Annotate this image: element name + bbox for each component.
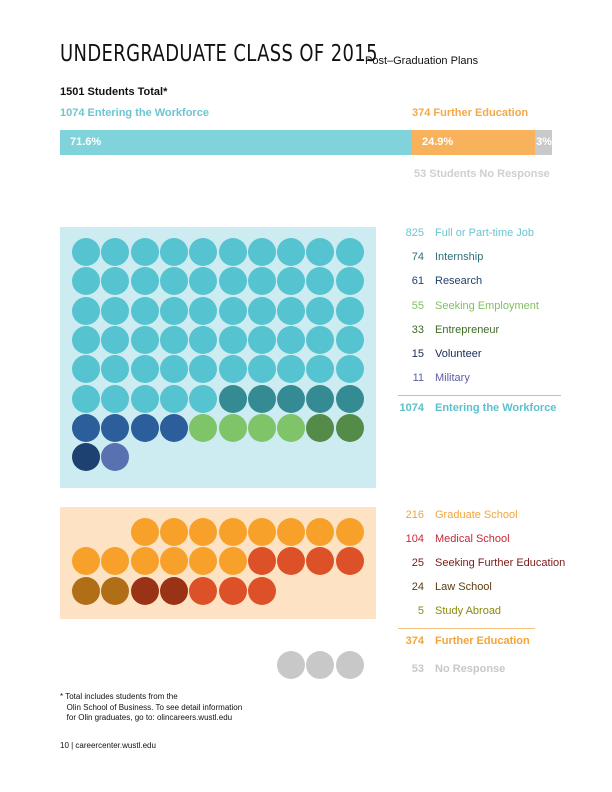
legend-label: Further Education [435,635,530,647]
dot-workforce-0 [306,297,334,325]
dot-workforce-0 [131,267,159,295]
dot-further-0 [160,518,188,546]
dot-no-response [306,651,334,679]
legend-count: 24 [411,581,424,593]
legend-count: 104 [405,533,424,545]
legend-label: Internship [435,251,484,264]
legend-label: Seeking Employment [435,299,539,312]
dot-workforce-0 [101,385,129,413]
dot-further-1 [189,577,217,605]
dot-workforce-1 [336,385,364,413]
dot-workforce-0 [131,355,159,383]
dot-workforce-0 [336,297,364,325]
dot-workforce-4 [336,414,364,442]
dot-workforce-3 [248,414,276,442]
dot-workforce-0 [219,297,247,325]
dot-workforce-1 [306,385,334,413]
workforce-heading: 1074 Entering the Workforce [60,107,209,119]
dot-further-0 [277,518,305,546]
dot-workforce-0 [248,238,276,266]
dot-further-1 [248,577,276,605]
dot-workforce-3 [277,414,305,442]
legend-label: Volunteer [435,348,482,360]
legend-count: 1074 [399,402,424,414]
dot-workforce-4 [306,414,334,442]
dot-further-3 [72,577,100,605]
dot-workforce-2 [101,414,129,442]
dot-workforce-0 [101,297,129,325]
dot-workforce-1 [248,385,276,413]
legend-count: 11 [412,372,424,385]
legend-count: 61 [411,275,424,288]
dot-workforce-0 [277,297,305,325]
legend-count: 33 [411,323,424,336]
dot-further-0 [219,518,247,546]
dot-further-0 [248,518,276,546]
further-education-heading: 374 Further Education [412,107,529,119]
dot-further-1 [248,547,276,575]
legend-count: 216 [405,509,424,521]
dot-workforce-0 [248,297,276,325]
dot-further-3 [101,577,129,605]
dot-workforce-0 [219,267,247,295]
dot-workforce-0 [72,385,100,413]
dot-workforce-0 [160,385,188,413]
dot-further-0 [219,547,247,575]
divider [398,628,535,629]
legend-count: 825 [405,227,424,239]
dot-further-1 [336,547,364,575]
legend-label: Medical School [435,533,510,545]
bar-segment-workforce: 71.6% [60,130,412,155]
legend-label: Entrepreneur [435,323,500,336]
page-title: UNDERGRADUATE CLASS OF 2015 [60,41,378,67]
legend-label: Graduate School [435,509,518,521]
dot-workforce-0 [160,326,188,354]
dot-workforce-0 [72,326,100,354]
dot-workforce-2 [131,414,159,442]
dot-workforce-0 [277,238,305,266]
bar-segment-further-education: 24.9% [412,130,535,155]
legend-label: Full or Part-time Job [435,227,535,239]
bar-segment-no-response: 3% [535,130,552,155]
dot-workforce-0 [131,385,159,413]
dot-further-2 [160,577,188,605]
dot-workforce-0 [160,297,188,325]
dot-workforce-0 [248,326,276,354]
dot-further-0 [131,518,159,546]
dot-workforce-5 [72,443,100,471]
dot-workforce-0 [336,326,364,354]
legend-count: 53 [411,663,424,675]
dot-no-response [277,651,305,679]
dot-further-0 [160,547,188,575]
dot-workforce-1 [219,385,247,413]
legend-label: Research [435,275,483,288]
subtitle: Post–Graduation Plans [365,55,479,67]
legend-count: 374 [405,635,424,647]
dot-workforce-0 [219,355,247,383]
dot-workforce-1 [277,385,305,413]
legend-label: Study Abroad [435,605,502,617]
legend-label: Entering the Workforce [435,402,557,414]
legend-count: 25 [411,557,424,569]
legend-count: 5 [417,605,424,617]
dot-workforce-0 [189,385,217,413]
dot-workforce-0 [277,326,305,354]
dot-further-2 [131,577,159,605]
no-response-heading: 53 Students No Response [414,168,550,180]
dot-workforce-0 [160,238,188,266]
dot-workforce-0 [131,238,159,266]
dot-workforce-0 [160,267,188,295]
dot-workforce-2 [160,414,188,442]
dot-workforce-0 [131,326,159,354]
dot-further-0 [189,518,217,546]
dot-workforce-0 [72,238,100,266]
dot-workforce-0 [131,297,159,325]
dot-workforce-0 [101,326,129,354]
dot-workforce-0 [72,355,100,383]
dot-workforce-0 [248,355,276,383]
legend-count: 15 [411,348,424,360]
legend-count: 74 [411,251,424,264]
legend-count: 55 [411,299,424,312]
dot-workforce-3 [219,414,247,442]
dot-workforce-0 [189,238,217,266]
dot-workforce-0 [189,297,217,325]
dot-workforce-0 [248,267,276,295]
legend-label: Seeking Further Education [435,557,566,569]
dot-workforce-0 [72,297,100,325]
dot-further-0 [131,547,159,575]
dot-workforce-0 [160,355,188,383]
dot-workforce-0 [219,326,247,354]
dot-further-0 [336,518,364,546]
dot-workforce-0 [336,267,364,295]
dot-further-1 [219,577,247,605]
page-footer: 10 | careercenter.wustl.edu [60,741,156,750]
footnote: * Total includes students from the Olin School of Business. To see detail information for Olin graduates, go to: olincareers.wustl.edu [60,692,243,722]
legend-label: Military [435,372,470,385]
dot-workforce-0 [336,355,364,383]
dot-workforce-0 [189,326,217,354]
dot-workforce-0 [336,238,364,266]
dot-no-response [336,651,364,679]
dot-workforce-3 [189,414,217,442]
legend-label: No Response [435,663,506,675]
legend-label: Law School [435,581,492,593]
dot-workforce-2 [72,414,100,442]
dot-workforce-0 [219,238,247,266]
students-total: 1501 Students Total* [60,86,168,98]
divider [398,395,561,396]
